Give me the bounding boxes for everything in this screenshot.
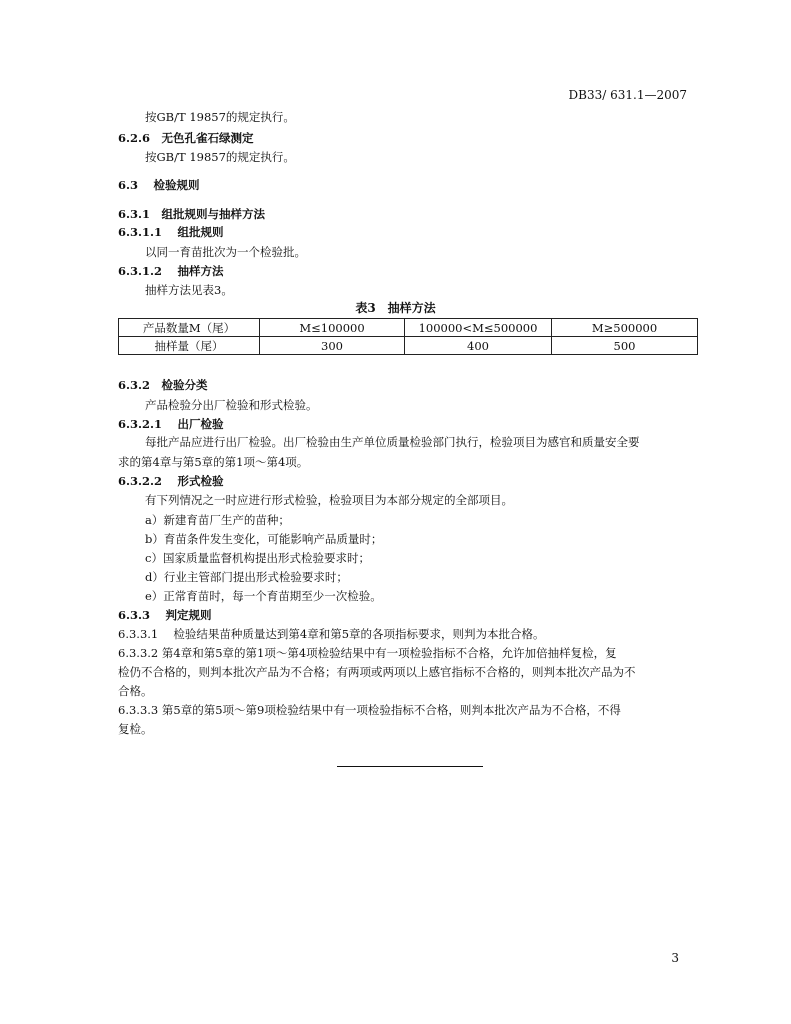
text-line: 按GB/T 19857的规定执行。 bbox=[145, 110, 295, 124]
table-cell: 产品数量M（尾） bbox=[119, 319, 260, 337]
list-item: b）育苗条件发生变化，可能影响产品质量时； bbox=[145, 532, 383, 546]
list-item: a）新建育苗厂生产的苗种； bbox=[145, 513, 290, 527]
end-rule bbox=[337, 766, 483, 767]
text-line: 合格。 bbox=[118, 684, 153, 698]
text-line: 复检。 bbox=[118, 722, 153, 736]
page-number: 3 bbox=[671, 951, 679, 965]
section-heading: 6.3.1.1 组批规则 bbox=[118, 225, 224, 239]
section-heading: 6.3.2.2 形式检验 bbox=[118, 474, 224, 488]
text-line: 检仍不合格的，则判本批次产品为不合格；有两项或两项以上感官指标不合格的，则判本批次产品为不 bbox=[118, 665, 636, 679]
table-row bbox=[119, 319, 698, 337]
list-item: c）国家质量监督机构提出形式检验要求时； bbox=[145, 551, 370, 565]
table-row bbox=[119, 337, 698, 355]
text-line: 抽样方法见表3。 bbox=[145, 283, 233, 297]
section-heading: 6.2.6 无色孔雀石绿测定 bbox=[118, 131, 254, 145]
list-item: e）正常育苗时，每一个育苗期至少一次检验。 bbox=[145, 589, 382, 603]
section-heading: 6.3.2 检验分类 bbox=[118, 378, 208, 392]
text-line: 6.3.3.2 第4章和第5章的第1项～第4项检验结果中有一项检验指标不合格，允许加倍抽样复检，复 bbox=[118, 646, 617, 660]
text-line: 按GB/T 19857的规定执行。 bbox=[145, 150, 295, 164]
section-heading: 6.3.1 组批规则与抽样方法 bbox=[118, 207, 266, 221]
table-cell: 500 bbox=[552, 337, 698, 355]
table-cell: M≥500000 bbox=[552, 319, 698, 337]
sampling-table bbox=[118, 318, 698, 355]
table-cell: 100000<M≤500000 bbox=[405, 319, 552, 337]
standard-code-header: DB33/ 631.1—2007 bbox=[568, 88, 687, 102]
text-line: 以同一育苗批次为一个检验批。 bbox=[145, 245, 306, 259]
text-line: 6.3.3.1 检验结果苗种质量达到第4章和第5章的各项指标要求，则判为本批合格。 bbox=[118, 627, 545, 641]
table-cell: 400 bbox=[405, 337, 552, 355]
table-cell: M≤100000 bbox=[260, 319, 405, 337]
table-cell: 300 bbox=[260, 337, 405, 355]
section-heading: 6.3.3 判定规则 bbox=[118, 608, 212, 622]
text-line: 求的第4章与第5章的第1项～第4项。 bbox=[118, 455, 309, 469]
text-line: 有下列情况之一时应进行形式检验，检验项目为本部分规定的全部项目。 bbox=[145, 493, 513, 507]
section-heading: 6.3.1.2 抽样方法 bbox=[118, 264, 224, 278]
text-line: 6.3.3.3 第5章的第5项～第9项检验结果中有一项检验指标不合格，则判本批次产品为不合格，不得 bbox=[118, 703, 621, 717]
table-cell: 抽样量（尾） bbox=[119, 337, 260, 355]
text-line: 产品检验分出厂检验和形式检验。 bbox=[145, 398, 318, 412]
section-heading: 6.3 检验规则 bbox=[118, 178, 200, 192]
table-caption: 表3 抽样方法 bbox=[355, 301, 436, 315]
section-heading: 6.3.2.1 出厂检验 bbox=[118, 417, 224, 431]
text-line: 每批产品应进行出厂检验。出厂检验由生产单位质量检验部门执行，检验项目为感官和质量安全要 bbox=[145, 435, 640, 449]
list-item: d）行业主管部门提出形式检验要求时； bbox=[145, 570, 348, 584]
